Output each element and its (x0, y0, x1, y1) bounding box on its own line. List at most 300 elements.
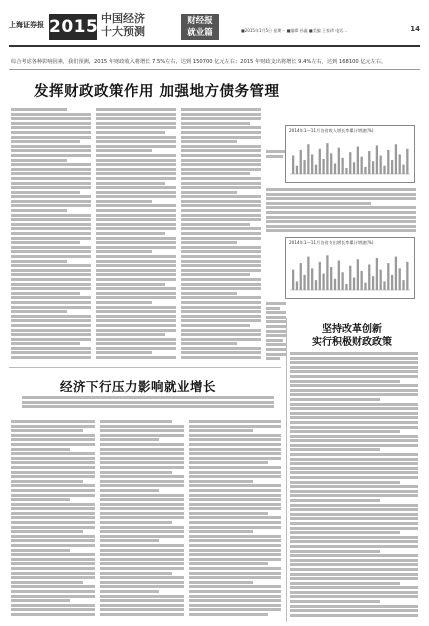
text-line (11, 526, 95, 529)
text-line (290, 554, 418, 557)
chart-bar (345, 284, 347, 290)
text-line (181, 329, 261, 332)
summary-rule (9, 69, 420, 70)
text-line (11, 585, 95, 588)
chart-bar (361, 157, 363, 174)
sidebar-headline (290, 323, 414, 349)
text-line (290, 462, 418, 465)
text-line (290, 435, 418, 438)
text-line (181, 347, 261, 350)
text-line (181, 342, 237, 345)
text-line (11, 296, 91, 299)
text-line (100, 475, 184, 478)
text-line (96, 250, 152, 253)
text-line (96, 168, 176, 171)
text-line (100, 581, 184, 584)
text-line (189, 521, 281, 524)
text-line (11, 494, 95, 497)
chart-bar (315, 280, 317, 290)
text-line (181, 191, 237, 194)
text-line (189, 590, 281, 593)
text-line (290, 403, 418, 406)
text-line (290, 527, 418, 530)
text-line (181, 255, 261, 258)
text-line (100, 530, 184, 533)
text-line (11, 319, 91, 322)
text-line (11, 283, 91, 286)
text-line (11, 209, 67, 212)
text-line (96, 182, 165, 185)
text-line (181, 122, 250, 125)
text-line (189, 535, 281, 538)
text-line (96, 246, 176, 249)
text-line (189, 429, 253, 432)
text-line (189, 553, 281, 556)
text-line (290, 467, 418, 470)
text-line (189, 507, 281, 510)
text-line (266, 229, 416, 232)
text-line (290, 573, 418, 576)
text-line (181, 324, 250, 327)
text-line (290, 609, 418, 612)
text-line (181, 113, 261, 116)
text-line (290, 370, 418, 373)
text-line (290, 375, 418, 378)
text-line (100, 613, 184, 616)
chart-bar (402, 165, 404, 174)
chart-revenue-title: 2014年1—11月各省收入增长率累计增速(%) (289, 128, 374, 133)
text-line (11, 604, 95, 607)
text-line (290, 352, 418, 355)
text-line (11, 159, 67, 162)
section-tag (181, 14, 219, 40)
chart-bar (300, 150, 302, 174)
chart-bar (406, 149, 408, 174)
text-line (189, 489, 281, 492)
text-line (290, 430, 400, 433)
text-line (181, 131, 261, 134)
section-tag-line1: 财经报 (187, 16, 213, 26)
sidebar-headline-line2: 实行积极财政政策 (312, 337, 392, 348)
text-line (11, 241, 80, 244)
text-line (11, 306, 91, 309)
text-line (266, 320, 286, 323)
text-line (100, 549, 184, 552)
text-line (100, 576, 184, 579)
text-line (96, 283, 165, 286)
lead-summary: 综合考虑各种影响因素，我们预测，2015 年财政收入将增长 7.5%左右，达到 150700 亿元左右；2015 年财政支出将增长 9.4%左右，达到 168100 亿元左右。 (11, 59, 387, 65)
text-line (266, 334, 286, 337)
chart-bar (368, 264, 370, 290)
text-line (266, 193, 416, 196)
text-line (11, 177, 91, 180)
chart-bar (307, 257, 309, 290)
text-line (189, 572, 281, 575)
text-line (189, 434, 281, 437)
text-line (189, 604, 281, 607)
text-line (11, 420, 95, 423)
text-line (189, 420, 281, 423)
text-line (100, 553, 184, 556)
text-line (189, 526, 281, 529)
text-line (290, 421, 418, 424)
text-line (96, 329, 176, 332)
text-line (266, 188, 416, 191)
chart-bar (296, 281, 298, 290)
text-line (181, 246, 261, 249)
text-line (96, 195, 176, 198)
text-line (96, 338, 176, 341)
employment-intro (22, 396, 274, 414)
text-line (11, 512, 95, 515)
chart-bar (399, 154, 401, 174)
chart-revenue-growth (285, 125, 415, 183)
text-line (181, 163, 261, 166)
text-line (100, 443, 184, 446)
text-line (189, 443, 281, 446)
text-line (290, 600, 380, 603)
text-line (11, 553, 95, 556)
text-line (11, 301, 91, 304)
text-line (11, 521, 95, 524)
chart-bar (387, 150, 389, 174)
text-line (181, 237, 261, 240)
text-line (189, 558, 281, 561)
text-line (96, 218, 176, 221)
text-line (96, 269, 176, 272)
chart-bar (349, 266, 351, 290)
text-line (290, 481, 400, 484)
text-line (290, 605, 418, 608)
text-line (290, 568, 418, 571)
text-line (11, 498, 70, 501)
text-line (181, 126, 261, 129)
text-line (189, 608, 281, 611)
text-line (11, 145, 91, 148)
text-line (181, 214, 261, 217)
text-line (96, 351, 152, 354)
chart-expenditure-growth (285, 237, 415, 299)
text-line (11, 599, 70, 602)
text-line (11, 140, 80, 143)
text-line (11, 342, 80, 345)
text-line (181, 172, 250, 175)
text-line (290, 545, 418, 548)
text-line (181, 301, 261, 304)
text-line (11, 471, 95, 474)
text-line (290, 517, 418, 520)
chart-bar (319, 149, 321, 174)
text-line (290, 499, 380, 502)
chart-bar (395, 144, 397, 174)
year-badge: 2015 (49, 14, 97, 40)
text-line (11, 204, 91, 207)
text-line (96, 324, 176, 327)
issue-meta: ■2015年1月5日 星期一 ■编辑 孙鑫 ■美编 王家珍 电话… (241, 28, 348, 33)
section-title (101, 12, 145, 38)
chart-bar (372, 161, 374, 174)
text-line (11, 562, 95, 565)
text-line (11, 329, 91, 332)
text-line (11, 475, 95, 478)
text-line (11, 195, 91, 198)
text-line (11, 457, 95, 460)
text-line (290, 453, 418, 456)
text-line (181, 306, 261, 309)
text-line (11, 136, 91, 139)
text-line (96, 117, 176, 120)
chart-bar (341, 158, 343, 174)
text-line (11, 572, 95, 575)
text-line (290, 614, 418, 617)
text-line (96, 296, 176, 299)
text-line (100, 507, 184, 510)
text-line (189, 599, 281, 602)
text-line (100, 516, 184, 519)
text-line (181, 204, 261, 207)
chart-bar (338, 148, 340, 174)
chart-bar (322, 159, 324, 174)
text-line (100, 567, 184, 570)
sidebar-column (290, 352, 418, 620)
text-line (11, 255, 91, 258)
section-title-line2: 十大预测 (101, 25, 145, 38)
chart-bar (357, 147, 359, 174)
text-line (290, 458, 418, 461)
text-line (181, 310, 261, 313)
text-line (290, 522, 418, 525)
text-line (266, 339, 283, 342)
text-line (11, 466, 95, 469)
text-line (11, 218, 91, 221)
chart-bar (345, 168, 347, 174)
text-line (11, 191, 80, 194)
text-line (96, 260, 176, 263)
text-line (11, 122, 91, 125)
text-line (189, 471, 281, 474)
text-line (11, 503, 95, 506)
text-line (189, 539, 281, 542)
text-line (290, 384, 418, 387)
text-line (22, 405, 274, 408)
text-line (96, 255, 176, 258)
text-line (100, 595, 184, 598)
newspaper-logo: 上海证券报 (9, 20, 44, 29)
text-line (11, 227, 91, 230)
text-line (96, 306, 176, 309)
text-line (181, 351, 261, 354)
text-line (181, 140, 237, 143)
text-line (11, 214, 91, 217)
text-line (290, 582, 400, 585)
chart-bar (383, 166, 385, 174)
header-rule (9, 45, 420, 47)
text-line (100, 489, 159, 492)
text-line (181, 296, 261, 299)
text-line (181, 145, 261, 148)
text-line (266, 150, 286, 153)
text-line (11, 567, 95, 570)
text-line (100, 585, 184, 588)
chart-bar (353, 162, 355, 174)
text-line (100, 590, 159, 593)
chart-bar (380, 270, 382, 290)
text-line (100, 466, 184, 469)
text-line (100, 604, 184, 607)
text-line (181, 250, 261, 253)
text-line (96, 315, 176, 318)
text-line (96, 159, 176, 162)
text-line (181, 136, 261, 139)
chart-bar (330, 267, 332, 290)
text-line (189, 562, 268, 565)
text-line (11, 558, 95, 561)
text-line (96, 126, 176, 129)
text-line (181, 195, 261, 198)
text-line (100, 425, 184, 428)
article-column-4 (266, 150, 286, 160)
text-line (290, 494, 418, 497)
article-column-1 (11, 108, 91, 363)
text-line (181, 264, 261, 267)
text-line (100, 535, 184, 538)
text-line (266, 225, 416, 228)
text-line (181, 186, 261, 189)
section-title-line1: 中国经济 (101, 12, 145, 25)
text-line (266, 325, 286, 328)
text-line (266, 330, 286, 333)
text-line (181, 319, 261, 322)
text-line (100, 608, 184, 611)
text-line (96, 108, 176, 111)
text-line (181, 260, 261, 263)
text-line (96, 319, 176, 322)
text-line (290, 366, 418, 369)
text-line (11, 237, 91, 240)
page-number: 14 (410, 25, 420, 33)
text-line (11, 172, 91, 175)
chart-bar (296, 166, 298, 174)
text-line (96, 292, 176, 295)
chart-bar (300, 263, 302, 290)
text-line (11, 292, 80, 295)
text-line (290, 448, 380, 451)
text-line (11, 186, 91, 189)
text-line (100, 544, 184, 547)
text-line (96, 177, 176, 180)
text-line (100, 599, 184, 602)
text-line (181, 108, 261, 111)
text-line (189, 448, 281, 451)
text-line (290, 393, 418, 396)
text-line (96, 186, 176, 189)
text-line (100, 498, 184, 501)
text-line (290, 586, 418, 589)
chart-bar (376, 145, 378, 174)
text-line (96, 227, 176, 230)
text-line (290, 577, 418, 580)
text-line (100, 420, 172, 423)
text-line (266, 307, 280, 310)
text-line (96, 287, 176, 290)
text-line (100, 484, 184, 487)
text-line (100, 461, 184, 464)
text-line (11, 544, 95, 547)
text-line (290, 536, 418, 539)
text-line (96, 241, 176, 244)
text-line (266, 155, 283, 158)
text-line (96, 172, 176, 175)
text-line (181, 182, 261, 185)
text-line (96, 209, 176, 212)
text-line (290, 508, 418, 511)
text-line (11, 278, 91, 281)
text-line (290, 550, 380, 553)
text-line (22, 396, 274, 399)
text-line (266, 202, 371, 205)
text-line (11, 287, 91, 290)
headline-employment: 经济下行压力影响就业增长 (60, 379, 217, 394)
text-line (290, 485, 418, 488)
text-line (11, 315, 91, 318)
text-line (181, 283, 261, 286)
text-line (100, 494, 184, 497)
chart-bar (395, 257, 397, 290)
masthead (9, 6, 420, 43)
text-line (96, 310, 176, 313)
text-line (290, 426, 418, 429)
text-line (100, 457, 184, 460)
text-line (11, 351, 91, 354)
text-line (11, 507, 95, 510)
text-line (11, 154, 91, 157)
text-line (290, 591, 418, 594)
text-line (181, 338, 261, 341)
chart-bar (361, 271, 363, 290)
text-line (189, 516, 281, 519)
chart-bar (364, 167, 366, 174)
text-line (189, 585, 281, 588)
text-line (181, 356, 261, 359)
text-line (96, 342, 176, 345)
text-line (181, 278, 261, 281)
text-line (181, 168, 261, 171)
text-line (290, 531, 400, 534)
text-line (266, 197, 416, 200)
text-line (11, 530, 83, 533)
text-line (96, 145, 176, 148)
text-line (11, 246, 91, 249)
text-line (96, 278, 176, 281)
text-line (290, 563, 418, 566)
text-line (100, 539, 159, 542)
chart-bar (353, 277, 355, 290)
text-line (11, 347, 91, 350)
text-line (96, 356, 176, 359)
chart-revenue-plot (286, 136, 414, 182)
text-line (181, 218, 261, 221)
text-line (266, 353, 286, 356)
article-column-2 (96, 108, 176, 363)
text-line (96, 273, 176, 276)
text-line (189, 466, 281, 469)
text-line (189, 461, 268, 464)
section-tag-line2: 就业篇 (187, 28, 213, 38)
text-line (96, 113, 176, 116)
text-line (11, 223, 91, 226)
text-line (181, 292, 237, 295)
text-line (11, 264, 91, 267)
